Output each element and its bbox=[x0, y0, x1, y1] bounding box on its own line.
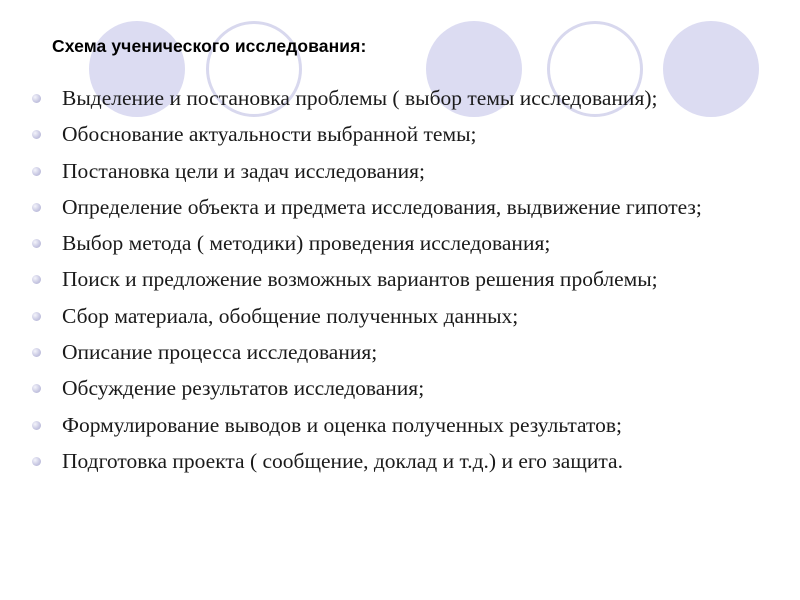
bullet-icon bbox=[32, 239, 41, 248]
bullet-icon bbox=[32, 94, 41, 103]
list-item-text: Обсуждение результатов исследования; bbox=[62, 376, 425, 401]
bullet-icon bbox=[32, 275, 41, 284]
list-item bbox=[62, 374, 782, 403]
list-item bbox=[62, 265, 782, 294]
list-item-text: Подготовка проекта ( сообщение, доклад и т.д.) и его защита. bbox=[62, 448, 623, 473]
list-item bbox=[62, 338, 782, 367]
list-item bbox=[62, 447, 782, 476]
list-item bbox=[62, 84, 782, 113]
list-item bbox=[62, 157, 782, 186]
list-item-text: Сбор материала, обобщение полученных данных; bbox=[62, 303, 519, 328]
list-item bbox=[62, 302, 782, 331]
list-item-text: Формулирование выводов и оценка полученных результатов; bbox=[62, 412, 622, 437]
list-item bbox=[62, 229, 782, 258]
bullet-icon bbox=[32, 203, 41, 212]
list-item-text: Обоснование актуальности выбранной темы; bbox=[62, 122, 477, 147]
bullet-icon bbox=[32, 384, 41, 393]
bullet-icon bbox=[32, 167, 41, 176]
list-item bbox=[62, 120, 782, 149]
bullet-list bbox=[62, 84, 782, 483]
bullet-icon bbox=[32, 457, 41, 466]
list-item-text: Поиск и предложение возможных вариантов решения проблемы; bbox=[62, 267, 658, 292]
list-item-text: Выбор метода ( методики) проведения исследования; bbox=[62, 231, 551, 256]
list-item bbox=[62, 411, 782, 440]
list-item-text: Определение объекта и предмета исследования, выдвижение гипотез; bbox=[62, 194, 702, 219]
list-item-text: Выделение и постановка проблемы ( выбор темы исследования); bbox=[62, 86, 658, 110]
slide-title: Схема ученического исследования: bbox=[52, 36, 367, 56]
bullet-icon bbox=[32, 130, 41, 139]
bullet-icon bbox=[32, 348, 41, 357]
list-item-text: Описание процесса исследования; bbox=[62, 340, 378, 365]
list-item-text: Постановка цели и задач исследования; bbox=[62, 158, 425, 183]
bullet-icon bbox=[32, 312, 41, 321]
list-item bbox=[62, 193, 782, 222]
bullet-icon bbox=[32, 421, 41, 430]
